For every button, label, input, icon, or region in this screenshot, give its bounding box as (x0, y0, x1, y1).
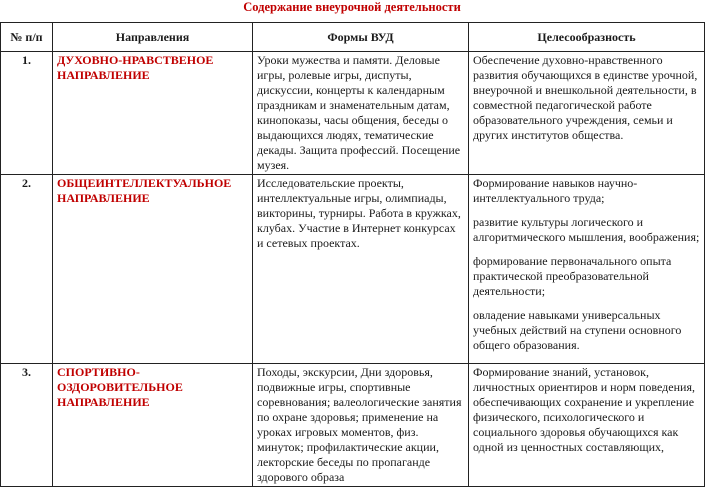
header-number: № п/п (1, 23, 53, 52)
row-forms: Уроки мужества и памяти. Деловые игры, ролевые игры, диспуты, дискуссии, концерты к календарным праздникам и знаменательным датам, кинопоказы, часы общения, беседы о выдающихся людях, тематические декады. Защита профессий. Посещение музея. (253, 52, 469, 175)
row-forms: Исследовательские проекты, интеллектуальные игры, олимпиады, викторины, турниры. Работа в кружках, клубах. Участие в Интернет конкурсах и сетевых проектах. (253, 175, 469, 364)
row-direction: ОБЩЕИНТЕЛЛЕКТУАЛЬНОЕ НАПРАВЛЕНИЕ (53, 175, 253, 364)
row-goals (469, 52, 705, 175)
row-number: 1. (1, 52, 53, 175)
table-row (1, 175, 705, 364)
goal-paragraph: развитие культуры логического и алгоритмического мышления, воображения; (473, 215, 700, 244)
goal-paragraph: Формирование навыков научно-интеллектуального труда; (473, 176, 638, 205)
document-title: Содержание внеурочной деятельности (243, 0, 461, 14)
header-goals: Целесообразность (469, 23, 705, 52)
row-direction: ДУХОВНО-НРАВСТВЕНОЕ НАПРАВЛЕНИЕ (53, 52, 253, 175)
activities-table (0, 22, 705, 487)
goal-paragraph: Обеспечение духовно-нравственного развития обучающихся в единстве урочной, внеурочной и внешкольной деятельности, в совместной педагогической работе образовательного учреждения, семьи и других институтов общества. (473, 53, 698, 142)
table-row (1, 52, 705, 175)
row-goals (469, 175, 705, 364)
goal-paragraph: Формирование знаний, установок, личностных ориентиров и норм поведения, обеспечивающих сохранение и укрепление физического, психологического и социального здоровья обучающихся как одной из ценностных составляющих, (473, 365, 695, 454)
row-number: 2. (1, 175, 53, 364)
table-row (1, 364, 705, 487)
row-number: 3. (1, 364, 53, 487)
table-header-row (1, 23, 705, 52)
header-direction: Направления (53, 23, 253, 52)
row-forms: Походы, экскурсии, Дни здоровья, подвижные игры, спортивные соревнования; валеологические занятия по охране здоровья; применение на уроках игровых моментов, физ. минуток; профилактические акции, лекторские беседы по пропаганде здорового образа (253, 364, 469, 487)
header-forms: Формы ВУД (253, 23, 469, 52)
goal-paragraph: овладение навыками универсальных учебных действий на ступени основного общего образования. (473, 308, 682, 352)
row-goals (469, 364, 705, 487)
goal-paragraph: формирование первоначального опыта практической преобразовательной деятельности; (473, 254, 672, 298)
row-direction: СПОРТИВНО-ОЗДОРОВИТЕЛЬНОЕ НАПРАВЛЕНИЕ (53, 364, 253, 487)
